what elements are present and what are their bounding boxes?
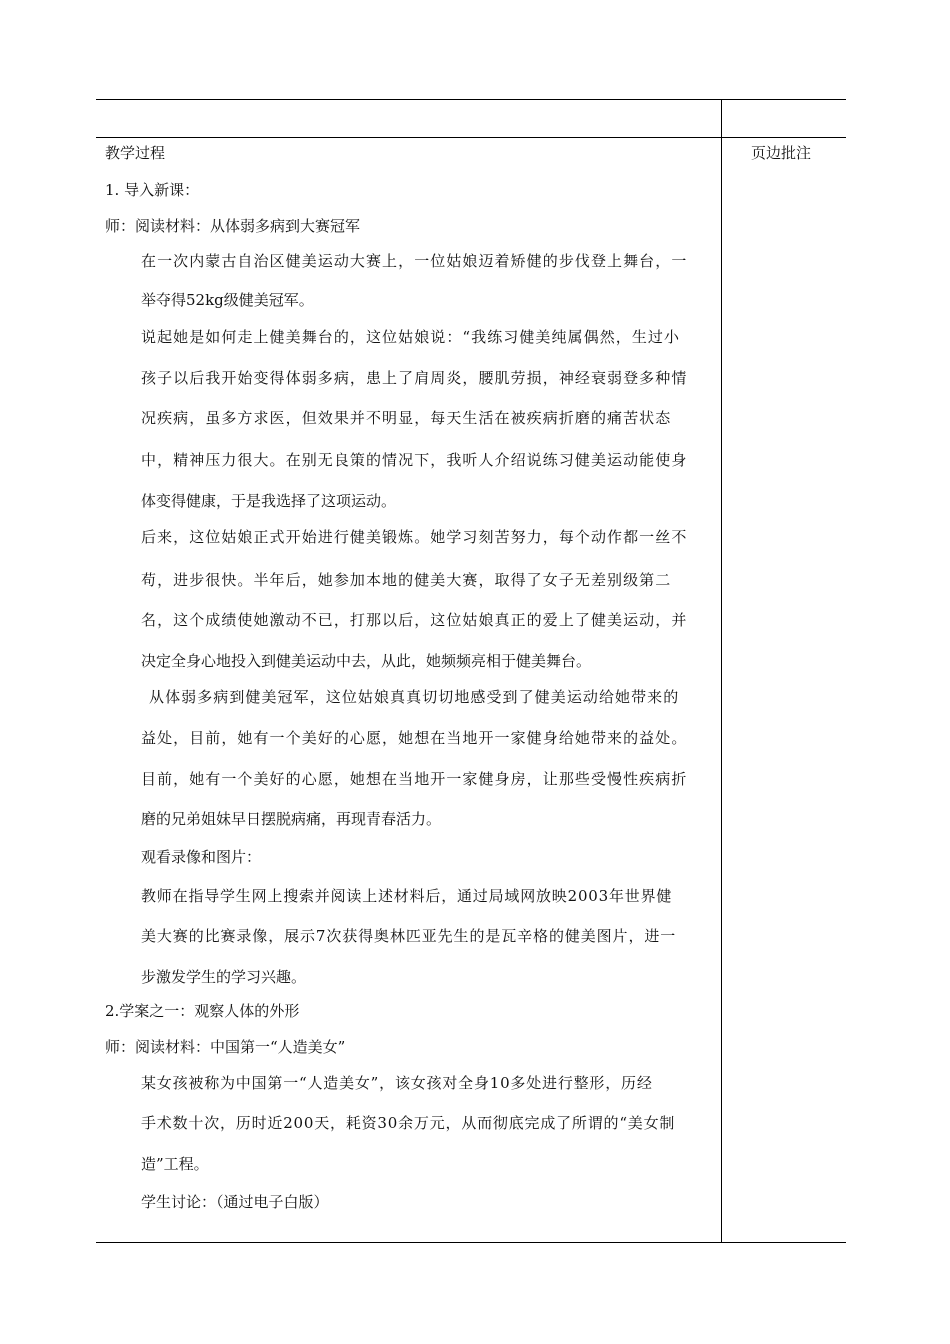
text-line: 步激发学生的学习兴趣。 <box>141 968 307 986</box>
text-line: 决定全身心地投入到健美运动中去，从此，她频频亮相于健美舞台。 <box>141 652 592 670</box>
text-line: 况疾病，虽多方求医，但效果并不明显，每天生活在被疾病折磨的痛苦状态 <box>141 409 672 427</box>
bottom-rule <box>96 1242 846 1243</box>
text-line: 举夺得52kg级健美冠军。 <box>141 291 314 309</box>
text-line: 体变得健康，于是我选择了这项运动。 <box>141 492 397 510</box>
text-line: 孩子以后我开始变得体弱多病，患上了肩周炎，腰肌劳损，神经衰弱登多种情 <box>141 369 688 387</box>
text-line: 师：阅读材料：从体弱多病到大赛冠军 <box>105 217 361 235</box>
text-line: 目前，她有一个美好的心愿，她想在当地开一家健身房，让那些受慢性疾病折 <box>141 770 688 788</box>
text-line: 益处，目前，她有一个美好的心愿，她想在当地开一家健身给她带来的益处。 <box>141 729 688 747</box>
section-heading: 2.学案之一：观察人体的外形 <box>105 1002 300 1020</box>
section-heading: 1. 导入新课： <box>105 181 200 199</box>
text-line: 从体弱多病到健美冠军，这位姑娘真真切切地感受到了健美运动给她带来的 <box>149 688 680 706</box>
text-line: 观看录像和图片： <box>141 848 262 866</box>
text-line: 后来，这位姑娘正式开始进行健美锻炼。她学习刻苦努力，每个动作都一丝不 <box>141 528 688 546</box>
text-line: 在一次内蒙古自治区健美运动大赛上，一位姑娘迈着矫健的步伐登上舞台，一 <box>141 252 688 270</box>
column-divider <box>721 99 722 1243</box>
text-line: 教师在指导学生网上搜索并阅读上述材料后，通过局域网放映2003年世界健 <box>141 887 673 905</box>
text-line: 某女孩被称为中国第一“人造美女”，该女孩对全身10多处进行整形，历经 <box>141 1074 653 1092</box>
text-line: 名，这个成绩使她激动不已，打那以后，这位姑娘真正的爱上了健美运动，并 <box>141 611 688 629</box>
text-line: 说起她是如何走上健美舞台的，这位姑娘说：“我练习健美纯属偶然，生过小 <box>141 328 681 346</box>
text-line: 磨的兄弟姐妹早日摆脱病痛，再现青春活力。 <box>141 810 442 828</box>
text-line: 师：阅读材料：中国第一“人造美女” <box>105 1038 346 1056</box>
text-line: 造”工程。 <box>141 1155 209 1173</box>
top-rule <box>96 99 846 100</box>
text-line: 美大赛的比赛录像，展示7次获得奥林匹亚先生的是瓦辛格的健美图片，进一 <box>141 927 677 945</box>
text-line: 苟，进步很快。半年后，她参加本地的健美大赛，取得了女子无差别级第二 <box>141 571 672 589</box>
main-column-header: 教学过程 <box>105 144 166 162</box>
header-rule <box>96 137 846 138</box>
text-line: 中，精神压力很大。在别无良策的情况下，我听人介绍说练习健美运动能使身 <box>141 451 688 469</box>
side-column-header: 页边批注 <box>751 144 812 162</box>
text-line: 手术数十次，历时近200天，耗资30余万元，从而彻底完成了所谓的“美女制 <box>141 1114 676 1132</box>
text-line: 学生讨论：（通过电子白版） <box>141 1193 329 1211</box>
